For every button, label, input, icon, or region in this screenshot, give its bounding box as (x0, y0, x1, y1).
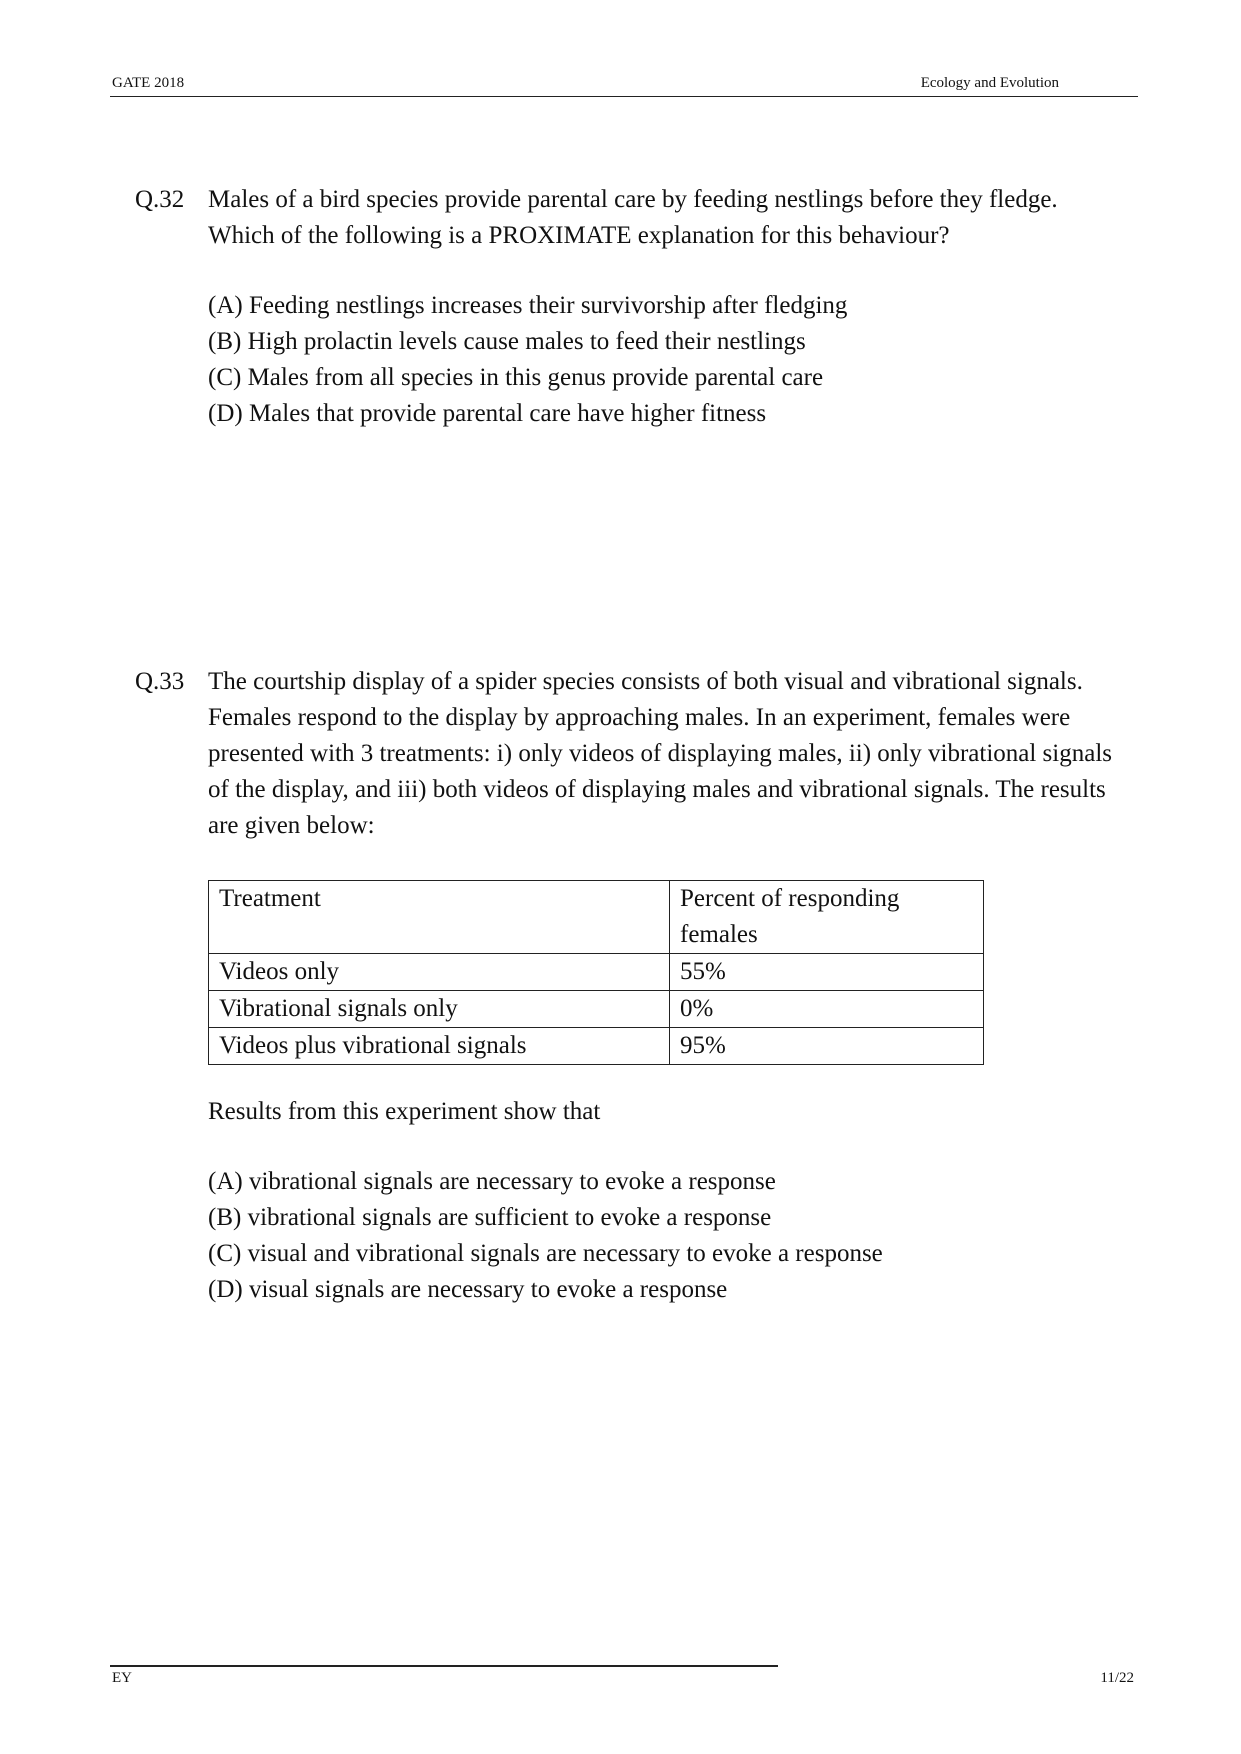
results-table (208, 880, 984, 1065)
header-subject: Ecology and Evolution (920, 75, 1059, 91)
option-a: (A) Feeding nestlings increases their survivorship after fledging (208, 292, 848, 319)
question-text: The courtship display of a spider species consists of both visual and vibrational signals. Females respond to the display by approaching males. In an experiment, females were presented with 3 treatments: i) only videos of displaying males, ii) only vibrational signals of the display, and iii) both videos of displaying males and vibrational signals. The results are given below: (208, 668, 1113, 839)
table-cell: Vibrational signals only (209, 991, 670, 1028)
results-lead-text: Results from this experiment show that (208, 1098, 601, 1125)
table-cell: 55% (670, 954, 984, 991)
option-list (208, 288, 1115, 432)
option-d: (D) visual signals are necessary to evoke a response (208, 1276, 728, 1303)
question-number: Q.33 (135, 668, 185, 695)
option-d: (D) Males that provide parental care have higher fitness (208, 400, 767, 427)
option-b: (B) High prolactin levels cause males to feed their nestlings (208, 328, 806, 355)
table-row (209, 1028, 984, 1065)
header-exam-title: GATE 2018 (112, 75, 185, 91)
option-list (208, 1164, 1115, 1308)
table-row (209, 954, 984, 991)
table-cell: 95% (670, 1028, 984, 1065)
question-33 (135, 664, 1115, 1308)
question-text: Males of a bird species provide parental care by feeding nestlings before they fledge. Which of the following is a PROXIMATE explanation for this behaviour? (208, 186, 1058, 249)
table-header-row (209, 881, 984, 954)
footer-paper-code: EY (112, 1670, 132, 1686)
page-number: 11/22 (1100, 1670, 1134, 1686)
question-32 (135, 182, 1115, 432)
option-c: (C) Males from all species in this genus provide parental care (208, 364, 824, 391)
table-header-cell: Treatment (209, 881, 670, 954)
header-divider (110, 96, 1138, 97)
table-header-cell: Percent of responding females (670, 881, 984, 954)
option-b: (B) vibrational signals are sufficient to evoke a response (208, 1204, 772, 1231)
table-cell: Videos only (209, 954, 670, 991)
table-row (209, 991, 984, 1028)
table-cell: Videos plus vibrational signals (209, 1028, 670, 1065)
option-a: (A) vibrational signals are necessary to evoke a response (208, 1168, 776, 1195)
table-cell: 0% (670, 991, 984, 1028)
question-number: Q.32 (135, 186, 185, 213)
footer-divider (110, 1665, 778, 1667)
option-c: (C) visual and vibrational signals are necessary to evoke a response (208, 1240, 883, 1267)
